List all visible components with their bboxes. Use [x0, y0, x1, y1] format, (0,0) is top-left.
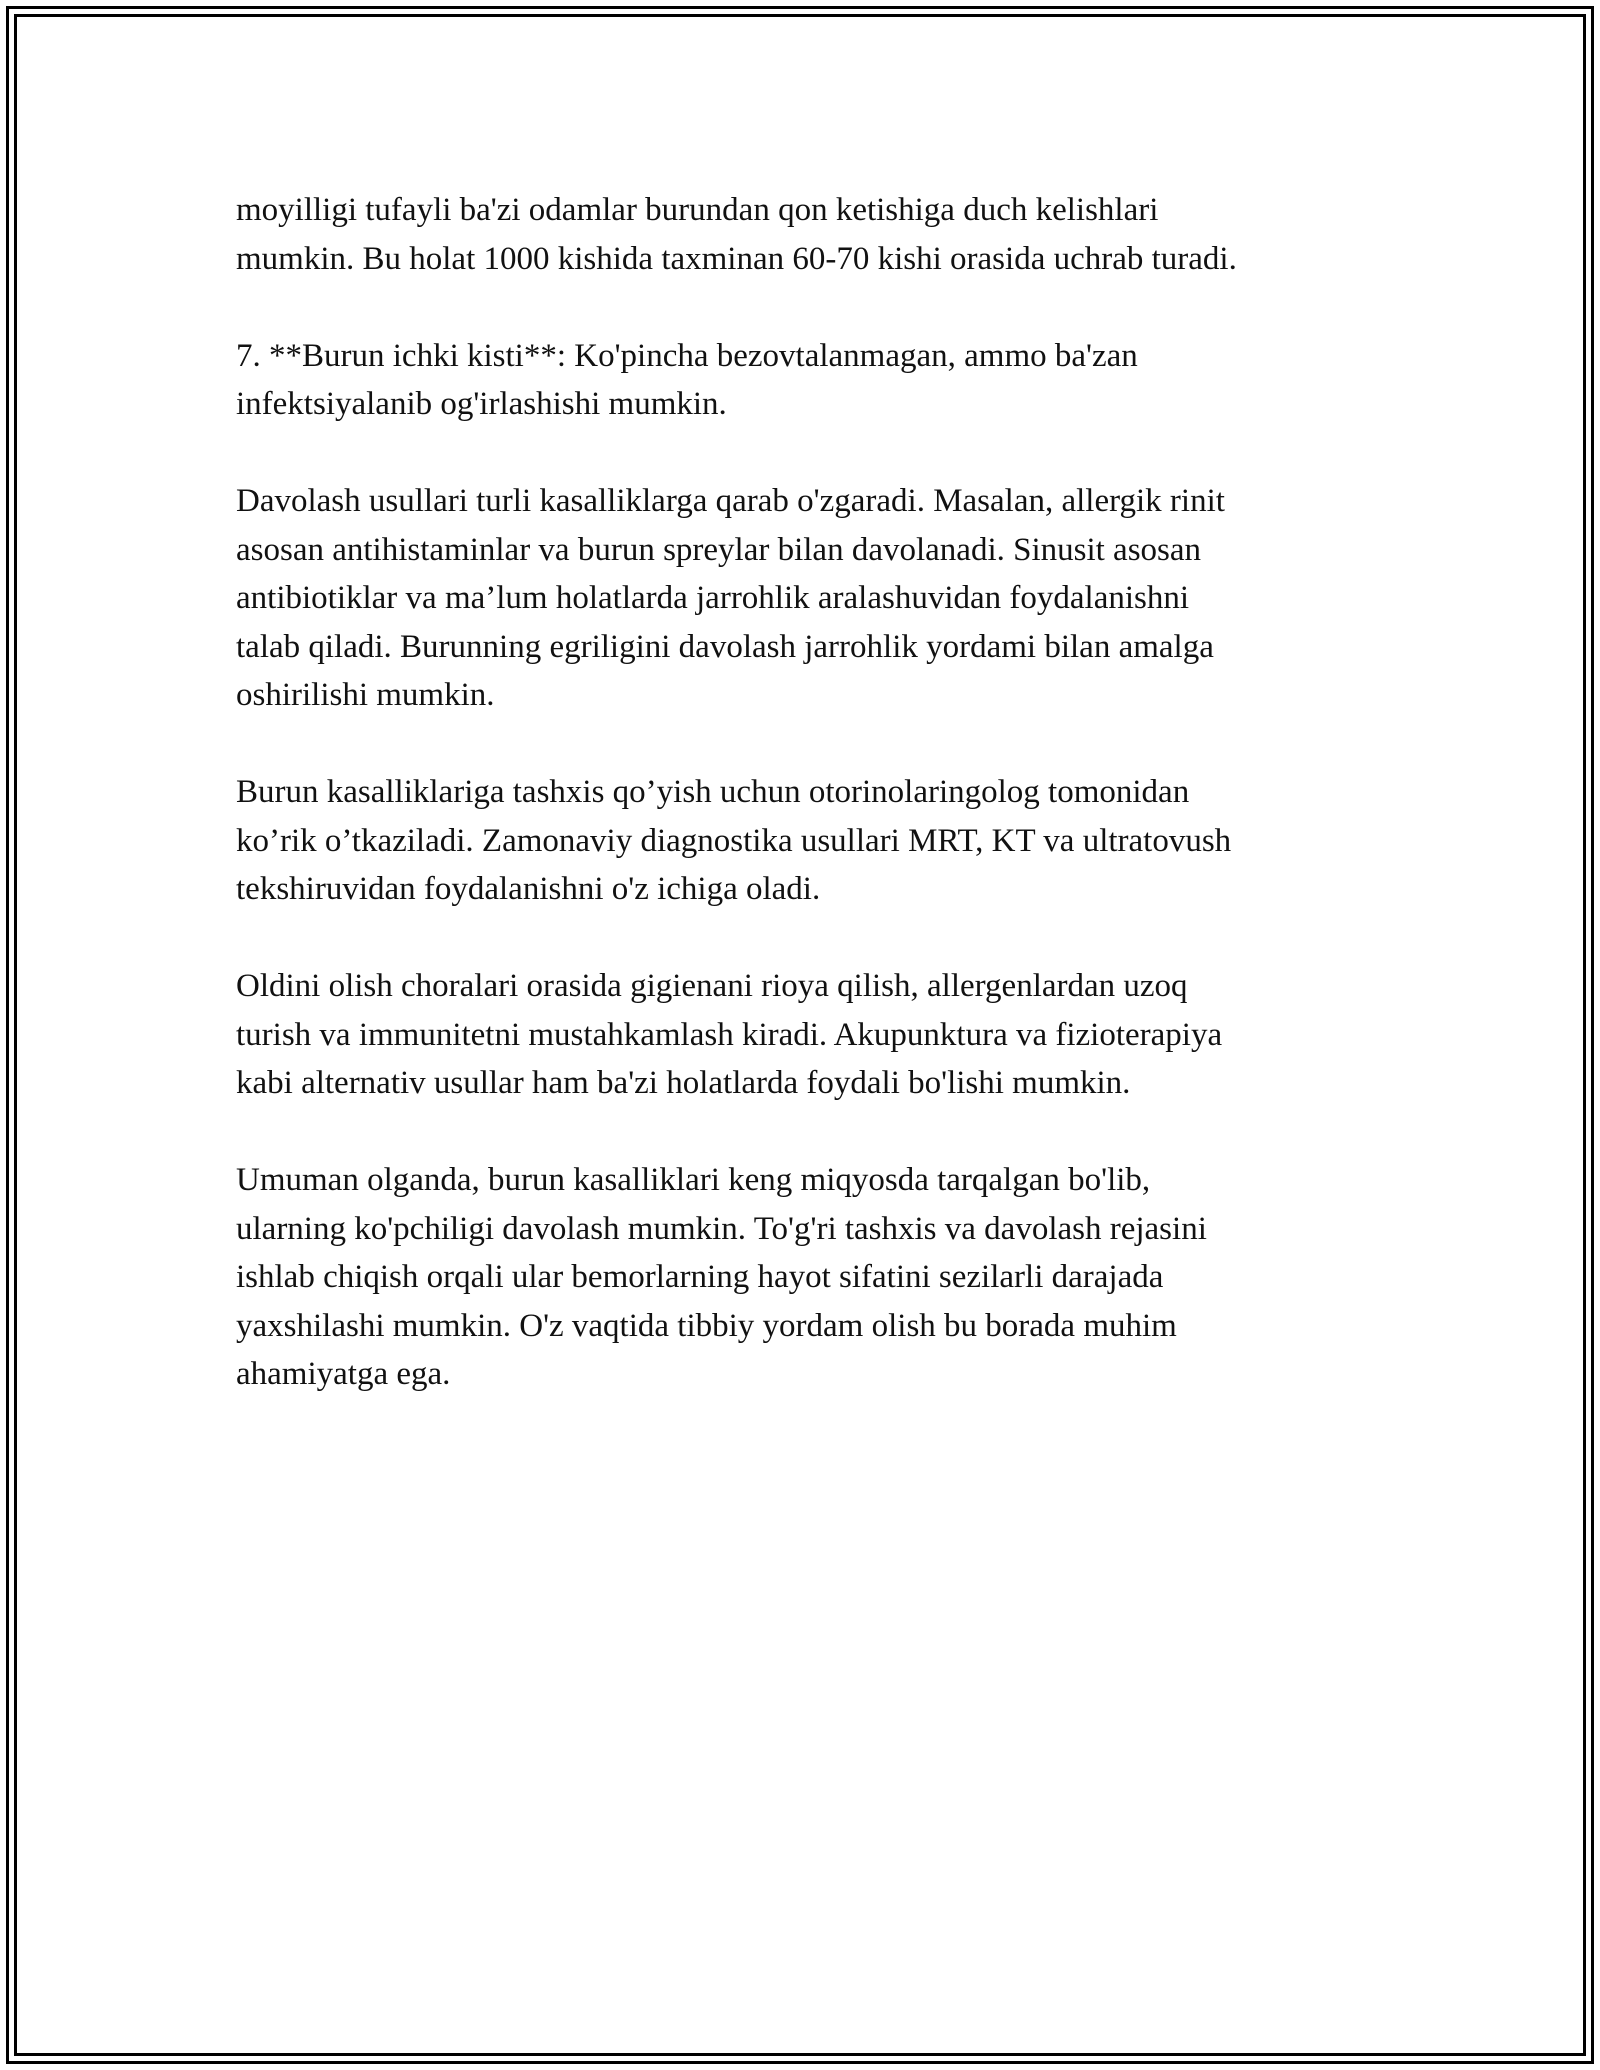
paragraph-conclusion: Umuman olganda, burun kasalliklari keng miqyosda tarqalgan bo'lib, ularning ko'pchiligi davolash mumkin. To'g'ri tashxis va davolash rejasini ishlab chiqish orqali ular bemorlarning hayot sifatini sezilarli darajada yaxshilashi mumkin. O'z vaqtida tibbiy yordam olish bu borada muhim ahamiyatga ega.: [236, 1162, 1207, 1392]
paragraph-nosebleed-continuation: moyilligi tufayli ba'zi odamlar burundan qon ketishiga duch kelishlari mumkin. Bu holat 1000 kishida taxminan 60-70 kishi orasida uchrab turadi.: [236, 192, 1237, 277]
paragraph-nasal-cyst: 7. **Burun ichki kisti**: Ko'pincha bezovtalanmagan, ammo ba'zan infektsiyalanib og'irlashishi mumkin.: [236, 337, 1138, 422]
document-body: [236, 186, 1366, 1447]
paragraph-prevention: Oldini olish choralari orasida gigienani rioya qilish, allergenlardan uzoq turish va immunitetni mustahkamlash kiradi. Akupunktura va fizioterapiya kabi alternativ usullar ham ba'zi holatlarda foydali bo'lishi mumkin.: [236, 968, 1223, 1101]
paragraph-treatment-methods: Davolash usullari turli kasalliklarga qarab o'zgaradi. Masalan, allergik rinit asosan antihistaminlar va burun spreylar bilan davolanadi. Sinusit asosan antibiotiklar va ma’lum holatlarda jarrohlik aralashuvidan foydalanishni talab qiladi. Burunning egriligini davolash jarrohlik yordami bilan amalga oshirilishi mumkin.: [236, 483, 1225, 713]
paragraph-diagnosis: Burun kasalliklariga tashxis qo’yish uchun otorinolaringolog tomonidan ko’rik o’tkaziladi. Zamonaviy diagnostika usullari MRT, KT va ultratovush tekshiruvidan foydalanishni o'z ichiga oladi.: [236, 774, 1232, 907]
